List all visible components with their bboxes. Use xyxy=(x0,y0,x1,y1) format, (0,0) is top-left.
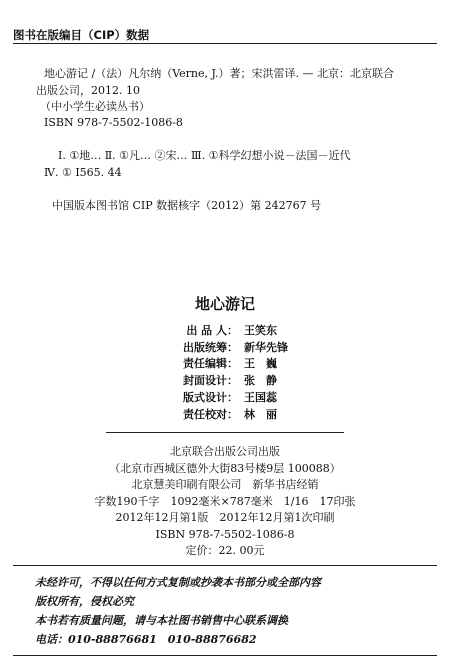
copyright-notice xyxy=(35,573,321,649)
credit-row xyxy=(174,373,288,390)
credit-row xyxy=(174,407,288,424)
credit-row xyxy=(174,390,288,407)
print-specs: 字数190千字 1092毫米×787毫米 1/16 17印张 xyxy=(94,494,356,508)
cip-core-number: 中国版本图书馆 CIP 数据核字（2012）第 242767 号 xyxy=(52,199,322,212)
credit-name: 王笑东 xyxy=(244,324,277,337)
publication-info xyxy=(0,444,450,560)
credit-role: 版式设计： xyxy=(183,390,238,404)
credit-role: 责任校对： xyxy=(183,407,238,421)
price: 定价：22. 00元 xyxy=(185,544,265,557)
credit-name: 张 静 xyxy=(244,374,277,388)
notice-line-1: 未经许可，不得以任何方式复制或抄袭本书部分或全部内容 xyxy=(35,576,321,589)
credit-name: 新华先锋 xyxy=(244,340,288,354)
publisher: 北京联合出版公司出版 xyxy=(170,445,280,458)
book-title: 地心游记 xyxy=(194,295,255,313)
credit-role: 封面设计： xyxy=(183,374,238,388)
cip-line-1: 地心游记 /（法）凡尔纳（Verne, J.）著；宋洪雷译. — 北京：北京联合 xyxy=(44,67,395,80)
credit-row xyxy=(174,323,288,340)
printer: 北京慧美印刷有限公司 新华书店经销 xyxy=(131,478,319,491)
credit-row xyxy=(174,340,288,357)
cip-line-3: （中小学生必读丛书） xyxy=(40,100,150,113)
edition: 2012年12月第1版 2012年12月第1次印刷 xyxy=(115,511,335,524)
notice-line-3: 本书若有质量问题，请与本社图书销售中心联系调换 xyxy=(35,614,288,627)
cip-line-5: Ⅰ. ①地… Ⅱ. ①凡… ②宋… Ⅲ. ①科学幻想小说－法国－近代 xyxy=(58,149,351,162)
credit-name: 王 巍 xyxy=(244,357,277,371)
notice-rule-bottom xyxy=(13,655,437,656)
credit-name: 林 丽 xyxy=(244,407,277,421)
cip-line-2: 出版公司，2012. 10 xyxy=(36,84,140,97)
notice-line-2: 版权所有，侵权必究 xyxy=(35,595,134,608)
isbn: ISBN 978-7-5502-1086-8 xyxy=(155,527,295,541)
credit-role: 出 品 人： xyxy=(186,324,238,337)
credit-name: 王国蕊 xyxy=(244,390,277,404)
credit-role: 责任编辑： xyxy=(183,357,238,371)
cip-line-4: ISBN 978-7-5502-1086-8 xyxy=(44,116,183,129)
credit-role: 出版统筹： xyxy=(183,340,238,354)
credit-row xyxy=(174,356,288,373)
publication-rule-top xyxy=(106,432,344,433)
credits-list xyxy=(174,323,288,423)
notice-line-4: 电话：010-88876681 010-88876682 xyxy=(35,633,257,646)
notice-rule-top xyxy=(13,565,437,566)
publisher-address: （北京市西城区德外大街83号楼9层 100088） xyxy=(109,461,341,475)
cip-line-6: Ⅳ. ① I565. 44 xyxy=(44,166,122,179)
cip-heading: 图书在版编目（CIP）数据 xyxy=(13,28,150,42)
cip-heading-rule xyxy=(13,43,437,44)
